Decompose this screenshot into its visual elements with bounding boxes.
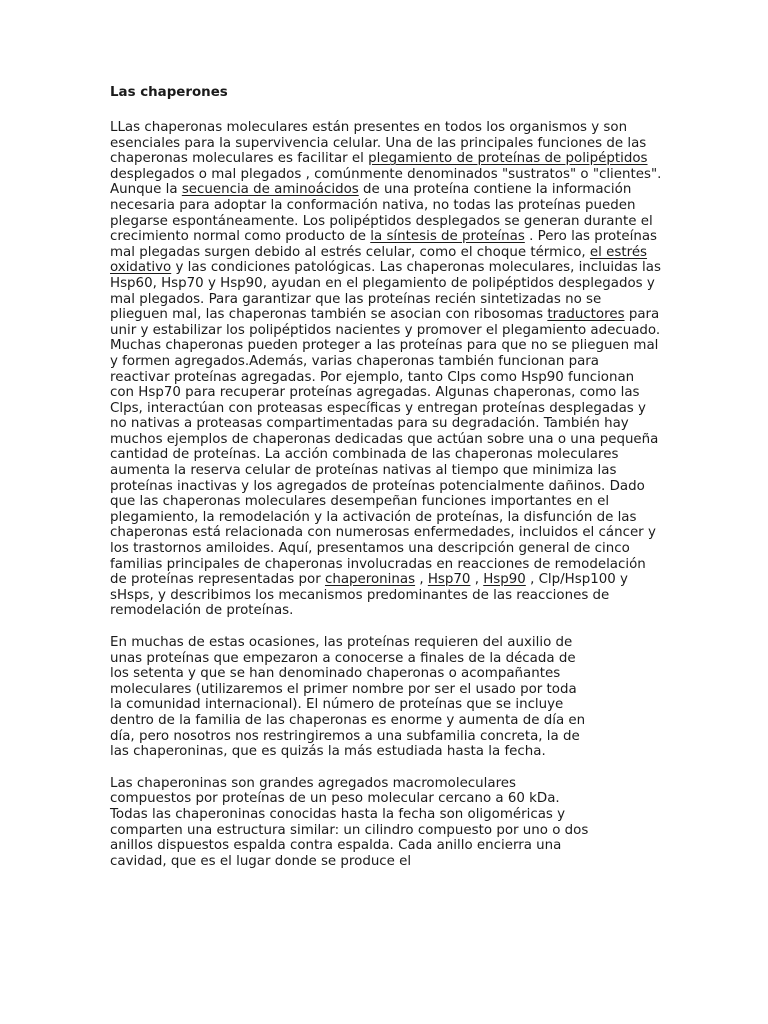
link-hsp90[interactable]: Hsp90 xyxy=(483,572,526,588)
paragraph-text: para unir y estabilizar los polipéptidos nacientes y promover el plegamiento adecuado. Muchas chaperonas pueden proteger a las proteínas para que no se plieguen mal y formen agregados.Además, varias chaperonas también funcionan para reactivar proteínas agregadas. Por ejemplo, tanto Clps como Hsp90 funcionan con Hsp70 para recuperar proteínas agregadas. Algunas chaperonas, como las Clps, interactúan con proteasas específicas y entregan proteínas desplegadas y no nativas a proteasas compartimentadas para su degradación. También hay muchos ejemplos de chaperonas dedicadas que actúan sobre una o una pequeña cantidad de proteínas. La acción combinada de las chaperonas moleculares aumenta la reserva celular de proteínas nativas al tiempo que minimiza las proteínas inactivas y los agregados de proteínas potencialmente dañinos. Dado que las chaperonas moleculares desempeñan funciones importantes en el plegamiento, la remodelación y la activación de proteínas, la disfunción de las chaperonas está relacionada con numerosas enfermedades, incluidos el cáncer y los trastornos amiloides. Aquí, presentamos una descripción general de cinco familias principales de chaperonas involucradas en reacciones de remodelación de proteínas representadas por xyxy=(110,307,661,588)
paragraph-text: , xyxy=(415,572,428,588)
paragraph-text: LLas chaperonas moleculares están presentes en todos los organismos y son esenciales para la supervivencia celular. Una de las principales funciones de las chaperonas moleculares es facilitar el xyxy=(110,120,647,167)
paragraph-text: , xyxy=(470,572,484,588)
paragraph-2: En muchas de estas ocasiones, las proteínas requieren del auxilio de unas proteínas que empezaron a conocerse a finales de la década de los setenta y que se han denominado chaperonas o acompañantes moleculares (utilizaremos el primer nombre por ser el usado por toda la comunidad internacional). El número de proteínas que se incluye dentro de la familia de las chaperonas es enorme y aumenta de día en día, pero nosotros nos restringiremos a una subfamilia concreta, la de las chaperoninas, que es quizás la más estudiada hasta la fecha. xyxy=(110,635,586,760)
link-amino-acid-sequence[interactable]: secuencia de aminoácidos xyxy=(181,182,359,198)
paragraph-text: , Clp/Hsp100 y sHsps, y describimos los mecanismos predominantes de las reacciones de remodelación de proteínas. xyxy=(110,572,628,619)
document-page xyxy=(110,84,662,885)
paragraph-text: de una proteína contiene la información necesaria para adoptar la conformación nativa, no todas las proteínas pueden plegarse espontáneamente. Los polipéptidos desplegados se generan durante el crecimiento normal como producto de xyxy=(110,182,653,245)
paragraph-text: desplegados o mal plegados , comúnmente denominados "sustratos" o "clientes". Aunque la xyxy=(110,166,662,198)
paragraph-text: y las condiciones patológicas. Las chaperonas moleculares, incluidas las Hsp60, Hsp70 y Hsp90, ayudan en el plegamiento de polipéptidos desplegados y mal plegados. Para garantizar que las proteínas recién sintetizadas no se plieguen mal, las chaperonas también se asocian con ribosomas xyxy=(110,260,661,323)
paragraph-1 xyxy=(110,120,662,619)
paragraph-3: Las chaperoninas son grandes agregados macromoleculares compuestos por proteínas de un peso molecular cercano a 60 kDa. Todas las chaperoninas conocidas hasta la fecha son oligoméricas y comparten una estructura similar: un cilindro compuesto por uno o dos anillos dispuestos espalda contra espalda. Cada anillo encierra una cavidad, que es el lugar donde se produce el xyxy=(110,775,589,869)
link-oxidative-stress[interactable]: el estrés oxidativo xyxy=(110,244,648,276)
link-hsp70[interactable]: Hsp70 xyxy=(427,572,471,588)
paragraph-text: . Pero las proteínas mal plegadas surgen debido al estrés celular, como el choque térmico, xyxy=(110,229,658,260)
document-title: Las chaperones xyxy=(110,85,228,100)
link-protein-synthesis[interactable]: la síntesis de proteínas xyxy=(370,229,525,245)
link-translators[interactable]: traductores xyxy=(547,307,625,323)
link-protein-folding[interactable]: plegamiento de proteínas de polipéptidos xyxy=(368,151,648,167)
link-chaperonins[interactable]: chaperoninas xyxy=(324,572,416,588)
